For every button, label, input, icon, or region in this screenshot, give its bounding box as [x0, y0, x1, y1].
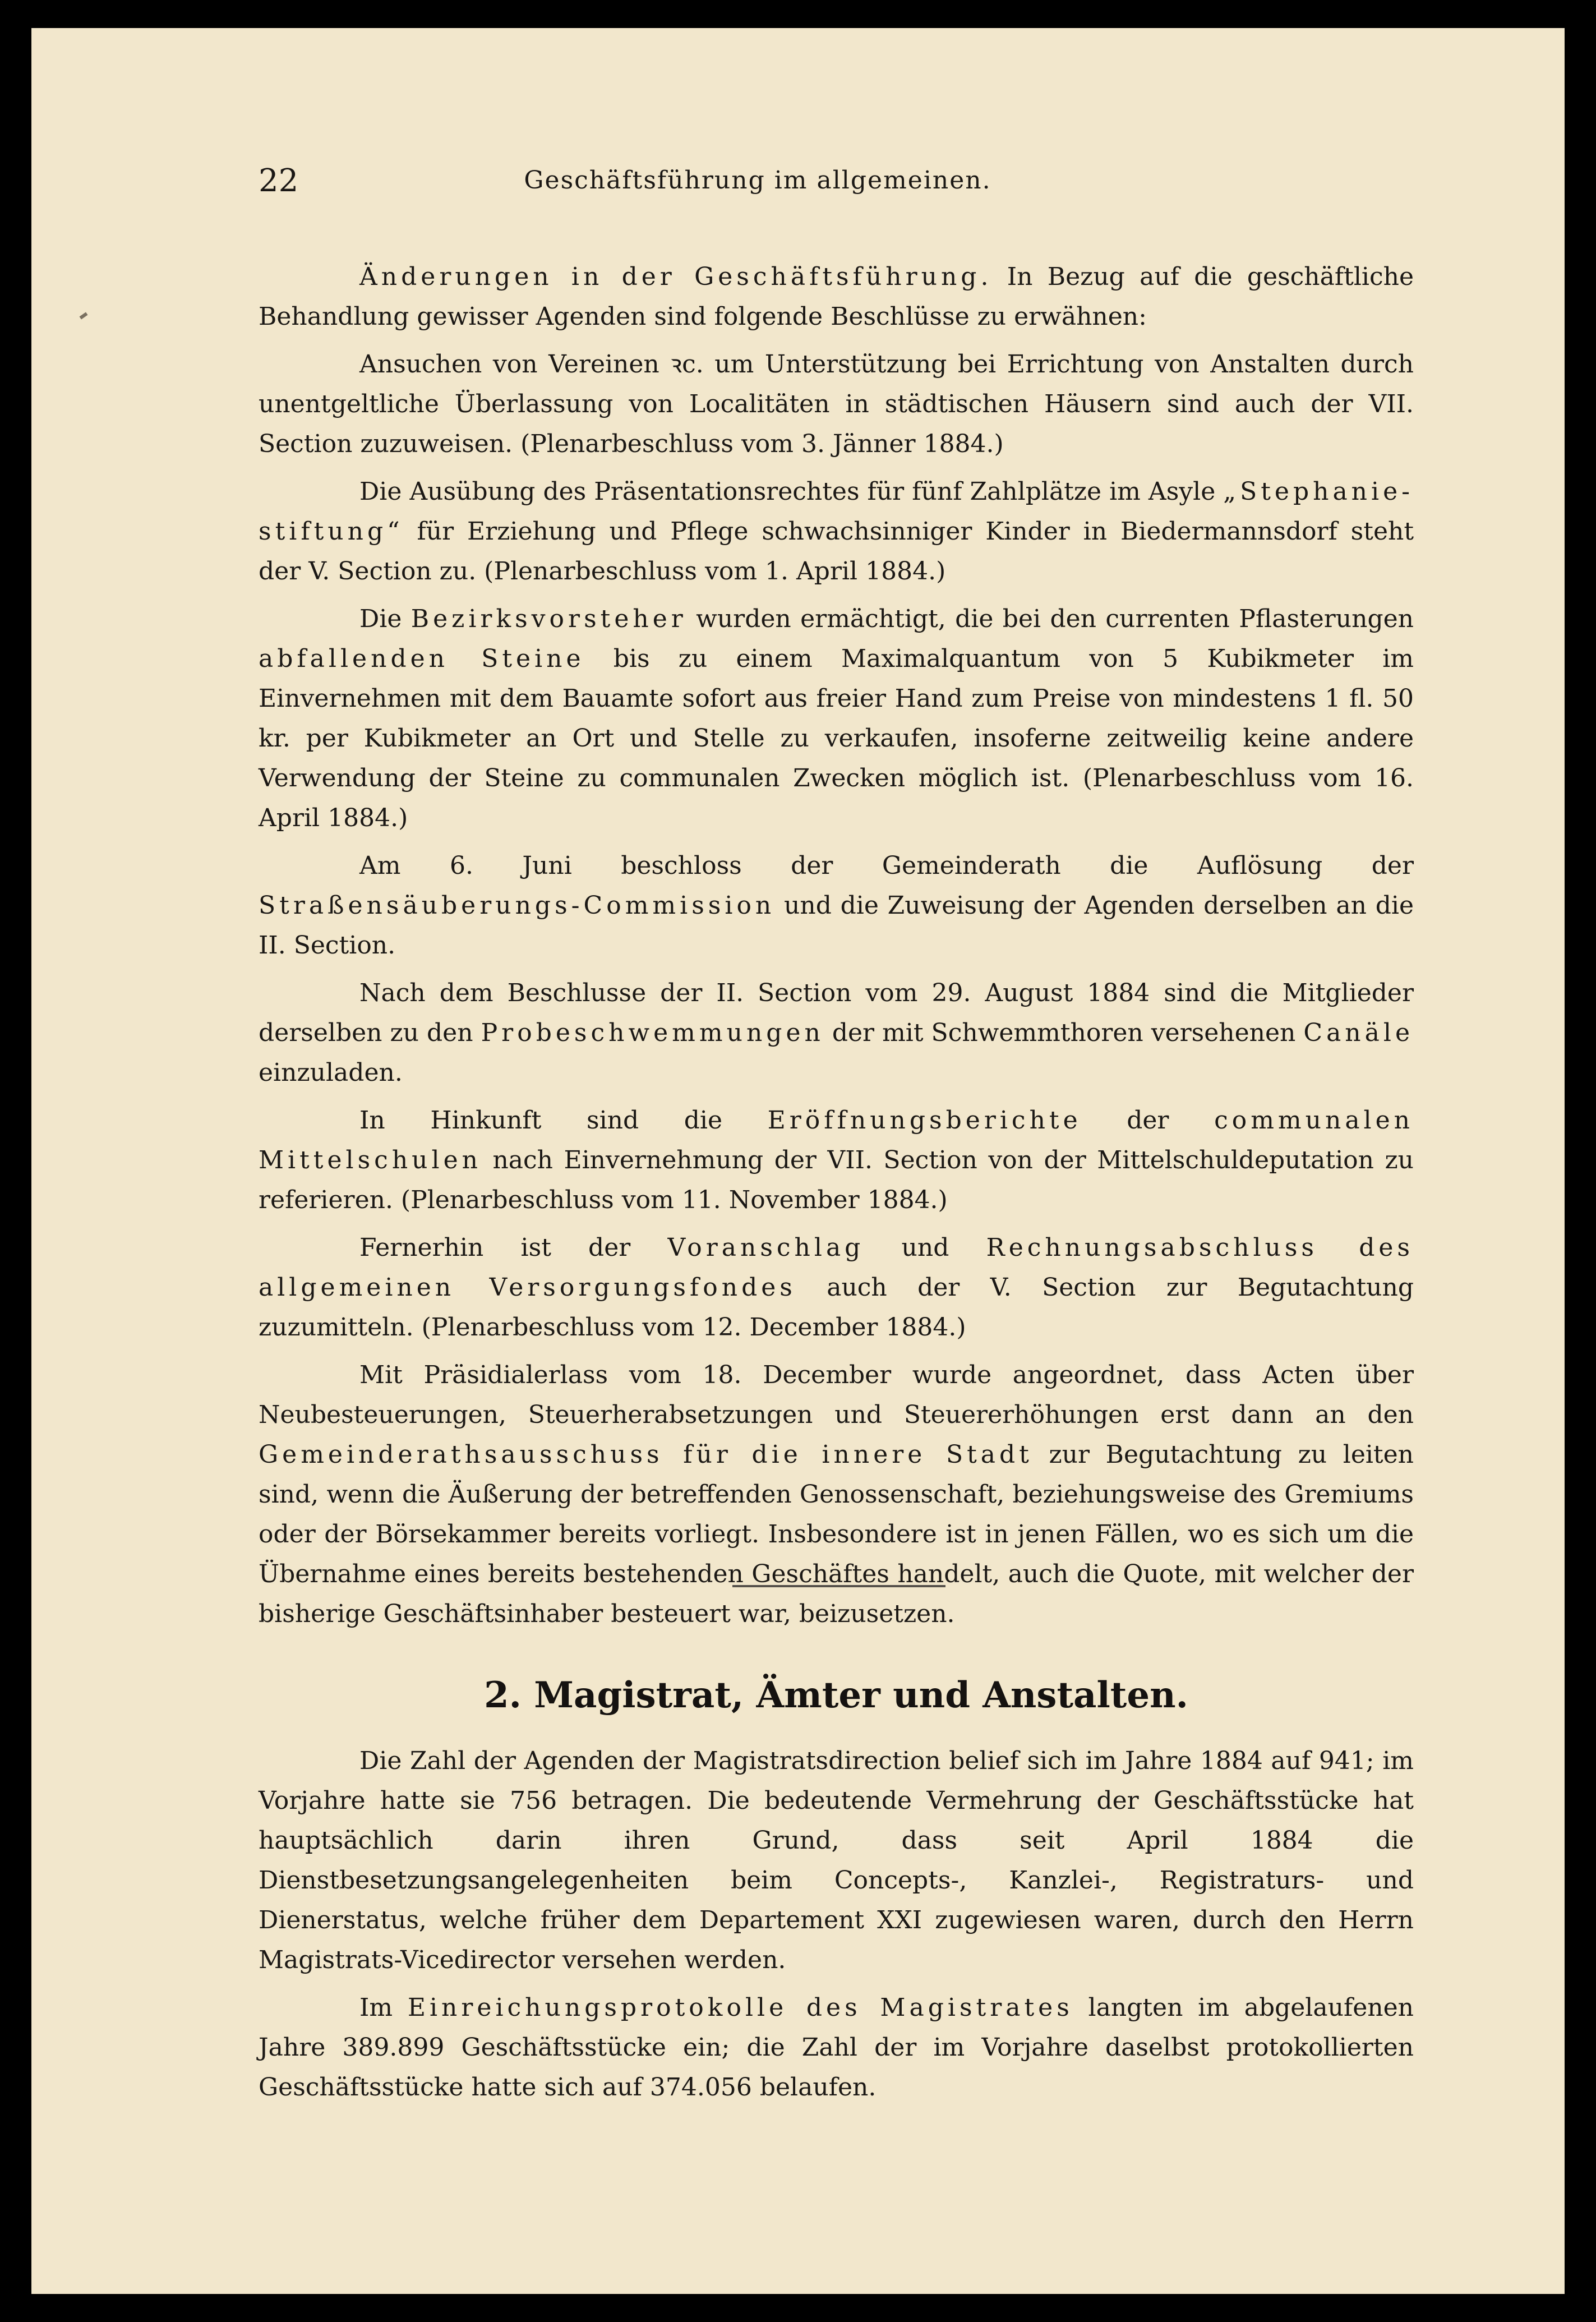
- paragraph-text: auch der V. Section zur Begutachtung zuzumitteln. (Plenarbeschluss vom 12. December 1884.): [259, 1273, 1414, 1342]
- spaced-term: abfallenden Steine: [259, 644, 585, 673]
- paragraph-geschaeftsfuehrung: [259, 257, 1414, 337]
- paragraph-text: und die Zuweisung der Agenden derselben an die II. Section.: [259, 891, 1414, 960]
- paragraph-text: für Erziehung und Pflege schwachsinniger Kinder in Biedermannsdorf steht der V. Section zu. (Plenarbeschluss vom 1. April 1884.): [259, 517, 1414, 586]
- spaced-term: Rechnungsabschluss des allgemeinen Versorgungsfondes: [259, 1233, 1414, 1302]
- spaced-term: communalen Mittelschulen: [259, 1106, 1414, 1174]
- paragraph-praesentationsrecht: [259, 472, 1414, 591]
- paragraph-text: Die Ausübung des Präsentationsrechtes für fünf Zahlplätze im Asyle: [359, 477, 1224, 506]
- paragraph-text: wurden ermächtigt, die bei den currenten Pflasterungen: [686, 605, 1414, 633]
- paragraph-text: Nach dem Beschlusse der II. Section vom 29. August 1884 sind die Mitglieder derselben zu den: [259, 979, 1414, 1047]
- document-page: [31, 28, 1565, 2294]
- paragraph-text: bis zu einem Maximalquantum von 5 Kubikmeter im Einvernehmen mit dem Bauamte sofort aus freier Hand zum Preise von mindestens 1 fl. 50 kr. per Kubikmeter an Ort und Stelle zu verkaufen, insoferne zeitweilig keine andere Verwendung der Steine zu communalen Zwecken möglich ist. (Plenarbeschluss vom 16. April 1884.): [259, 644, 1414, 832]
- spaced-term: Einreichungsprotokolle des Magistrates: [407, 1993, 1073, 2022]
- paragraph-ansuchen: [259, 344, 1414, 464]
- section-heading: 2. Magistrat, Ämter und Anstalten.: [484, 1674, 1188, 1716]
- body-text: [259, 257, 1414, 1642]
- paragraph-text: nach Einvernehmung der VII. Section von der Mittelschuldeputation zu referieren. (Plenarbeschluss vom 11. November 1884.): [259, 1146, 1414, 1214]
- section-text: [259, 1741, 1414, 2115]
- running-title: Geschäftsführung im allgemeinen.: [524, 166, 991, 195]
- paragraph-text: der: [1081, 1106, 1215, 1135]
- paragraph-bezirksvorsteher: [259, 599, 1414, 838]
- spaced-term: „Stephanie-stiftung“: [259, 477, 1414, 546]
- paragraph-text: Fernerhin ist der: [359, 1233, 668, 1262]
- paragraph-text: einzuladen.: [259, 1058, 403, 1087]
- paragraph-probeschwemmungen: [259, 973, 1414, 1093]
- paragraph-text: und: [864, 1233, 986, 1262]
- paragraph-text: Mit Präsidialerlass vom 18. December wurde angeordnet, dass Acten über Neubesteuerungen, Steuerherabsetzungen und Steuererhöhungen erst dann an den: [259, 1361, 1414, 1429]
- paragraph-voranschlag: [259, 1228, 1414, 1347]
- paragraph-text: Im: [359, 1993, 408, 2022]
- paragraph-text: Die Zahl der Agenden der Magistratsdirection belief sich im Jahre 1884 auf 941; im Vorjahre hatte sie 756 betragen. Die bedeutende Vermehrung der Geschäftsstücke hat hauptsächlich darin ihren Grund, dass seit April 1884 die Dienstbesetzungsangelegenheiten beim Concepts-, Kanzlei-, Registraturs- und Dienerstatus, welche früher dem Departement XXI zugewiesen waren, durch den Herrn Magistrats-Vicedirector versehen werden.: [259, 1747, 1414, 1974]
- spaced-term: Voranschlag: [667, 1233, 865, 1262]
- paragraph-text: Ansuchen von Vereinen ꝛc. um Unterstützung bei Errichtung von Anstalten durch unentgeltliche Überlassung von Localitäten in städtischen Häusern sind auch der VII. Section zuzuweisen. (Plenarbeschluss vom 3. Jänner 1884.): [259, 350, 1414, 458]
- paragraph-einreichungsprotokoll: [259, 1988, 1414, 2107]
- paragraph-praesidialerlass: [259, 1355, 1414, 1634]
- spaced-term: Bezirksvorsteher: [410, 605, 687, 633]
- margin-mark: [80, 312, 88, 320]
- paragraph-text: der mit Schwemmthoren versehenen: [824, 1019, 1304, 1047]
- spaced-term: Straßensäuberungs-Commission: [259, 891, 776, 920]
- page-header: [259, 163, 1257, 208]
- spaced-term: Eröffnungsberichte: [767, 1106, 1082, 1135]
- page-number: 22: [259, 163, 299, 199]
- paragraph-text: Die: [359, 605, 411, 633]
- spaced-term: Gemeinderathsausschuss für die innere Stadt: [259, 1440, 1033, 1469]
- paragraph-text: zur Begutachtung zu leiten sind, wenn die Äußerung der betreffenden Genossenschaft, beziehungsweise des Gremiums oder der Börsekammer bereits vorliegt. Insbesondere ist in jenen Fällen, wo es sich um die Übernahme eines bereits bestehenden Geschäftes handelt, auch die Quote, mit welcher der bisherige Geschäftsinhaber besteuert war, beizusetzen.: [259, 1440, 1414, 1628]
- paragraph-text: Am 6. Juni beschloss der Gemeinderath die Auflösung der: [359, 851, 1414, 880]
- paragraph-text: In Bezug auf die geschäftliche Behandlung gewisser Agenden sind folgende Beschlüsse zu erwähnen:: [259, 262, 1414, 331]
- paragraph-text: langten im abgelaufenen Jahre 389.899 Geschäftsstücke ein; die Zahl der im Vorjahre daselbst protokollierten Geschäftsstücke hatte sich auf 374.056 belaufen.: [259, 1993, 1414, 2102]
- paragraph-eroeffnungsberichte: [259, 1100, 1414, 1220]
- spaced-term: Canäle: [1303, 1019, 1414, 1047]
- spaced-lead: Änderungen in der Geschäftsführung.: [359, 262, 993, 291]
- spaced-term: Probeschwemmungen: [481, 1019, 824, 1047]
- paragraph-text: In Hinkunft sind die: [359, 1106, 768, 1135]
- paragraph-magistratsdirection: [259, 1741, 1414, 1980]
- section-divider: [732, 1585, 945, 1587]
- paragraph-strassensaeuberung: [259, 846, 1414, 965]
